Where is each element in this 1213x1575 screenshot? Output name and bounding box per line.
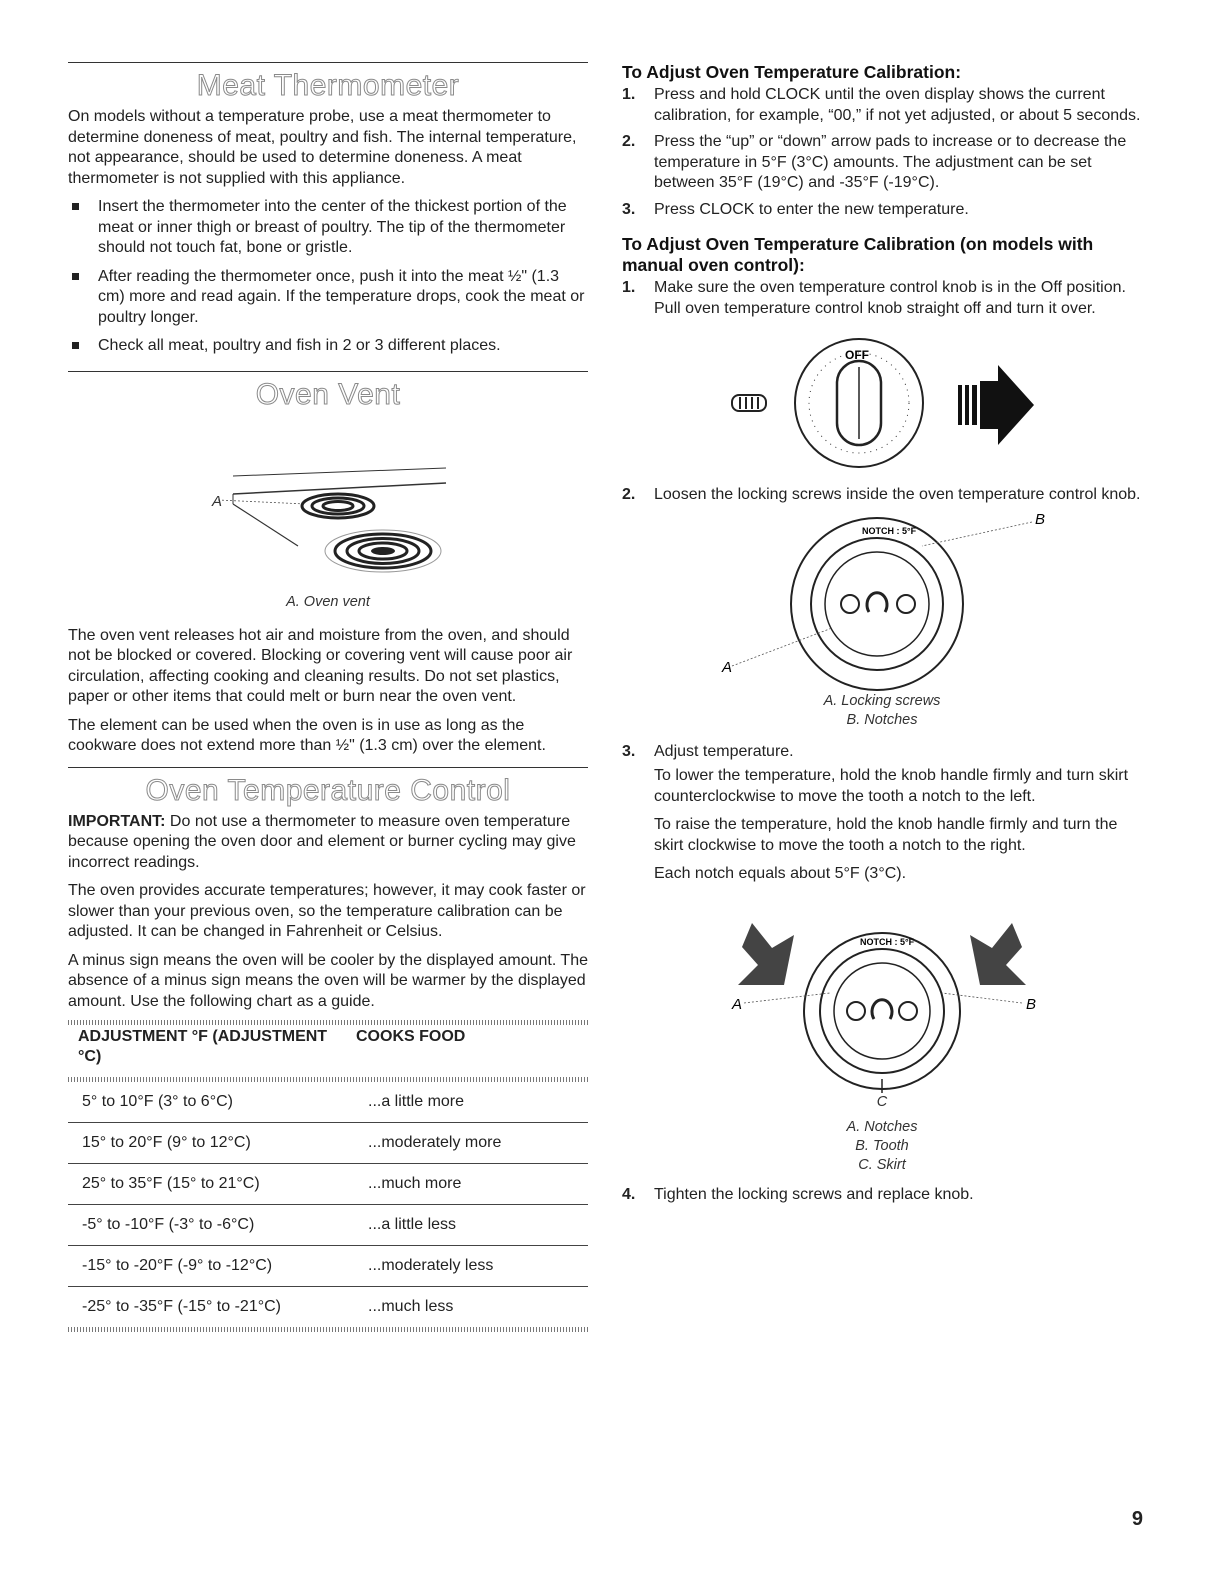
manual-step-3: [622, 742, 1142, 763]
table-cell: 5° to 10°F (3° to 6°C): [68, 1082, 354, 1123]
caption-line: A. Notches: [846, 1118, 918, 1135]
notch-label: NOTCH : 5°F: [860, 936, 915, 947]
table-row: [68, 1123, 588, 1164]
table-cell: 15° to 20°F (9° to 12°C): [68, 1123, 354, 1164]
step-number: 1.: [622, 86, 636, 103]
surface-element: [325, 530, 441, 572]
section-divider: [68, 62, 588, 63]
oven-vent-p2: The element can be used when the oven is in use as long as the cookware does not extend more than ½" (1.3 cm) over the element.: [68, 716, 546, 754]
adjust-skirt-figure: [622, 893, 1142, 1093]
step-text: Press CLOCK to enter the new temperature.: [654, 200, 969, 218]
adjustment-table: [68, 1025, 588, 1077]
table-cell: 25° to 35°F (15° to 21°C): [68, 1164, 354, 1205]
col-header-adjustment: ADJUSTMENT °F (ADJUSTMENT °C): [78, 1028, 328, 1065]
knob-removal-figure: [622, 325, 1142, 485]
cooktop-edge-line: [233, 468, 446, 476]
step-number: 3.: [622, 200, 636, 218]
page-number: 9: [1131, 1508, 1143, 1530]
table-header-row: [68, 1025, 588, 1077]
oven-vent-figure: [68, 416, 588, 591]
cooktop-edge-line: [233, 483, 446, 494]
step-text: Press and hold CLOCK until the oven display shows the current calibration, for example, “00,” if not yet adjusted, or about 5 seconds.: [654, 86, 1141, 124]
notch-label: NOTCH : 5°F: [862, 525, 917, 536]
table-cell: ...moderately less: [354, 1246, 588, 1287]
section-divider: [68, 371, 588, 372]
manual-step-1: [622, 278, 1142, 319]
step-text: Tighten the locking screws and replace knob.: [654, 1185, 974, 1203]
rotate-right-arrow-icon: [970, 923, 1026, 985]
step-3-lower: To lower the temperature, hold the knob handle firmly and turn skirt counterclockwise to move the tooth a notch to the left.: [654, 767, 1129, 805]
step-text: Loosen the locking screws inside the oven temperature control knob.: [654, 486, 1141, 503]
step-text: Press the “up” or “down” arrow pads to increase or to decrease the temperature in 5°F (3°C) amounts. The adjustment can be set between 35°F (19°C) and -35°F (-19°C).: [654, 133, 1127, 191]
fig-label-c: C: [876, 1093, 888, 1110]
table-row: [68, 1164, 588, 1205]
step-number: 2.: [622, 486, 636, 503]
manual-calibration-heading: To Adjust Oven Temperature Calibration (on models with manual oven control):: [622, 234, 1094, 275]
oven-temp-p1: The oven provides accurate temperatures; however, it may cook faster or slower than your previous oven, so the temperature calibration can be adjusted. It can be changed in Fahrenheit or Celsius.: [68, 882, 586, 940]
fig-label-a: A: [722, 658, 733, 676]
calibration-step-3: [622, 200, 1142, 221]
fig-label-a: A: [732, 995, 743, 1013]
meat-thermometer-title: Meat Thermometer: [196, 69, 460, 102]
knob-stem-icon: [732, 395, 766, 411]
oven-vent-element: [302, 494, 374, 518]
oven-vent-title: Oven Vent: [255, 377, 401, 411]
adjust-skirt-caption: [622, 1118, 1142, 1175]
table-cell: ...moderately more: [354, 1123, 588, 1164]
important-note: [68, 812, 588, 874]
calibration-step-1: [622, 85, 1142, 126]
table-bottom-border: [68, 1327, 588, 1332]
oven-control-knob: [795, 339, 923, 467]
step-number: 2.: [622, 133, 636, 150]
oven-temp-title: Oven Temperature Control: [145, 773, 511, 807]
oven-temp-p2: A minus sign means the oven will be cooler by the displayed amount. The absence of a minus sign means the oven will be warmer by the displayed amount. Use the following chart as a guide.: [68, 951, 588, 1010]
step-3-notch: Each notch equals about 5°F (3°C).: [654, 865, 907, 882]
leader-line: [218, 500, 306, 504]
meat-bullet: After reading the thermometer once, push it into the meat ½" (1.3 cm) more and read again. If the temperature drops, cook the meat or poultry longer.: [68, 267, 588, 329]
meat-intro: On models without a temperature probe, use a meat thermometer to determine doneness of meat, poultry and fish. The internal temperature, not appearance, should be used to determine doneness. A meat thermometer is not supplied with this appliance.: [68, 108, 577, 187]
table-cell: -25° to -35°F (-15° to -21°C): [82, 1298, 281, 1315]
meat-bullet: Check all meat, poultry and fish in 2 or 3 different places.: [68, 336, 588, 357]
table-cell: -5° to -10°F (-3° to -6°C): [68, 1205, 354, 1246]
oven-vent-p1: The oven vent releases hot air and moisture from the oven, and should not be blocked or covered. Blocking or covering vent will cause poor air circulation, affecting cooking and cleaning results. Do not set plastics, paper or other items that could melt or burn near the oven vent.: [68, 626, 573, 705]
knob-skirt: [804, 933, 960, 1093]
caption-line: B. Tooth: [855, 1137, 909, 1154]
fig-label-b: B: [1026, 995, 1037, 1013]
fig-label-a: A: [212, 492, 223, 510]
step-text: Adjust temperature.: [654, 742, 794, 760]
table-cell: ...a little less: [354, 1205, 588, 1246]
calibration-heading: To Adjust Oven Temperature Calibration:: [622, 62, 962, 82]
table-cell: ...a little more: [354, 1082, 588, 1123]
important-label: IMPORTANT:: [68, 812, 166, 830]
table-cell: -15° to -20°F (-9° to -12°C): [68, 1246, 354, 1287]
step-number: 3.: [622, 742, 636, 760]
table-cell: ...much less: [368, 1298, 454, 1315]
step-text: Make sure the oven temperature control knob is in the Off position. Pull oven temperature control knob straight off and turn it over.: [654, 279, 1126, 317]
manual-step-2: [622, 485, 1142, 506]
calibration-step-2: [622, 132, 1142, 194]
adjustment-table-body: [68, 1082, 588, 1327]
section-divider: [68, 767, 588, 768]
col-header-cooks-food: COOKS FOOD: [356, 1028, 466, 1045]
locking-screws-caption: [622, 692, 1142, 730]
table-row: [68, 1246, 588, 1287]
left-column: [68, 62, 588, 1332]
knob-off-label: OFF: [845, 348, 869, 362]
fig-label-b: B: [1035, 511, 1046, 528]
locking-screws-figure: [622, 512, 1142, 692]
meat-bullet: Insert the thermometer into the center of the thickest portion of the meat or inner thigh or breast of poultry. The tip of the thermometer should not touch fat, bone or gristle.: [68, 197, 588, 259]
leader-line: [922, 522, 1032, 546]
rotate-left-arrow-icon: [738, 923, 794, 985]
table-row: [68, 1205, 588, 1246]
oven-vent-caption: A. Oven vent: [286, 593, 370, 610]
step-number: 1.: [622, 279, 636, 296]
caption-line: C. Skirt: [858, 1156, 906, 1173]
caption-line: A. Locking screws: [823, 692, 941, 709]
table-row: [68, 1082, 588, 1123]
right-column: [622, 62, 1142, 1211]
step-3-raise: To raise the temperature, hold the knob handle firmly and turn the skirt clockwise to move the tooth a notch to the right.: [654, 816, 1118, 854]
table-row: [68, 1287, 588, 1328]
step-number: 4.: [622, 1185, 636, 1203]
table-cell: ...much more: [354, 1164, 588, 1205]
caption-line: B. Notches: [846, 711, 918, 728]
arrow-right-icon: [958, 365, 1034, 445]
important-text: Do not use a thermometer to measure oven temperature because opening the oven door and element or burner cycling may give incorrect readings.: [68, 812, 576, 871]
manual-step-4: [622, 1185, 1142, 1206]
knob-underside: [791, 518, 963, 690]
